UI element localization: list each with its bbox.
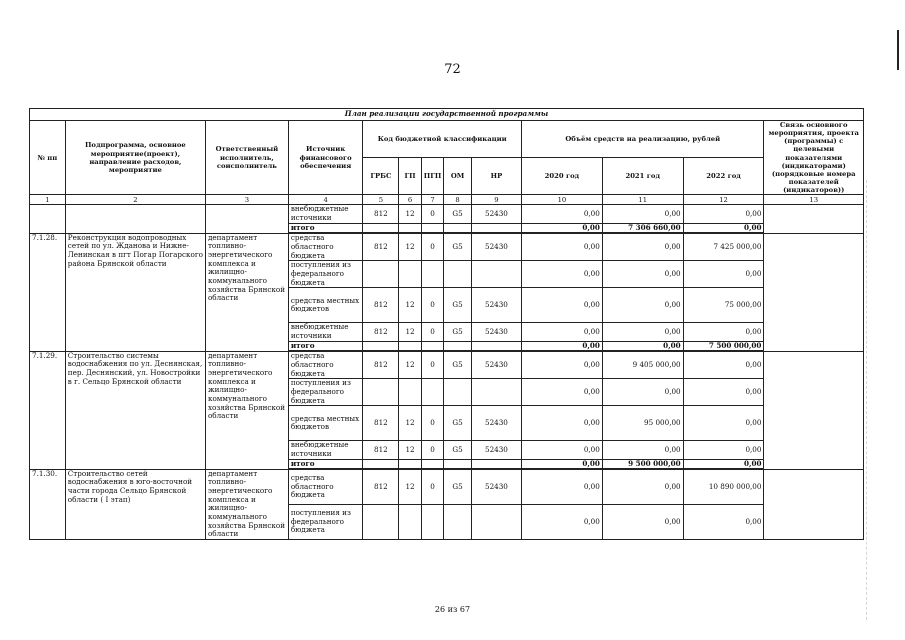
pgp-cell [421, 379, 444, 406]
gp-cell [399, 505, 422, 540]
amount-2022-cell: 0,00 [683, 323, 764, 341]
om-cell: G5 [444, 351, 472, 379]
grbs-cell: 812 [363, 288, 399, 323]
amount-2020-cell: 0,00 [522, 261, 603, 288]
nr-cell: 52430 [471, 233, 521, 261]
gp-cell: 12 [399, 351, 422, 379]
amount-2020-cell: 0,00 [522, 469, 603, 504]
header-funds: Объём средств на реализацию, рублей [522, 121, 764, 158]
grbs-cell: 812 [363, 233, 399, 261]
column-number: 11 [602, 195, 683, 205]
pgp-cell [421, 459, 444, 469]
source-cell: средства областного бюджета [288, 233, 363, 261]
gp-cell: 12 [399, 469, 422, 504]
grbs-cell [363, 459, 399, 469]
om-cell: G5 [444, 205, 472, 223]
gp-cell [399, 223, 422, 233]
header-gp: ГП [399, 158, 422, 195]
om-cell [444, 223, 472, 233]
pgp-cell [421, 223, 444, 233]
column-number: 12 [683, 195, 764, 205]
table-row [30, 469, 864, 504]
table-title: План реализации государственной программы [30, 109, 864, 121]
nr-cell: 52430 [471, 205, 521, 223]
pgp-cell: 0 [421, 205, 444, 223]
amount-2022-cell: 0,00 [683, 406, 764, 441]
amount-2020-cell: 0,00 [522, 441, 603, 459]
amount-2020-cell: 0,00 [522, 505, 603, 540]
column-number: 8 [444, 195, 472, 205]
amount-2020-cell: 0,00 [522, 288, 603, 323]
nr-cell [471, 261, 521, 288]
grbs-cell: 812 [363, 441, 399, 459]
plan-table [29, 108, 864, 540]
om-cell [444, 459, 472, 469]
grbs-cell: 812 [363, 351, 399, 379]
table-row [30, 205, 864, 223]
amount-2022-cell: 0,00 [683, 223, 764, 233]
nr-cell: 52430 [471, 406, 521, 441]
amount-2022-cell: 7 500 000,00 [683, 341, 764, 351]
amount-2020-cell: 0,00 [522, 351, 603, 379]
pgp-cell: 0 [421, 233, 444, 261]
grbs-cell: 812 [363, 205, 399, 223]
amount-2020-cell: 0,00 [522, 379, 603, 406]
amount-2022-cell: 0,00 [683, 379, 764, 406]
grbs-cell [363, 261, 399, 288]
amount-2022-cell: 0,00 [683, 205, 764, 223]
item-name: Строительство системы водоснабжения по ул. Деснянская, пер. Деснянский, ул. Новостройки в г. Сельцо Брянской области [65, 351, 205, 469]
amount-2022-cell: 0,00 [683, 459, 764, 469]
amount-2021-cell: 95 000,00 [602, 406, 683, 441]
amount-2021-cell: 0,00 [602, 233, 683, 261]
header-name: Подпрограмма, основное мероприятие(проект), направление расходов, мероприятие [65, 121, 205, 195]
link-cell [764, 469, 864, 539]
nr-cell [471, 379, 521, 406]
column-number: 6 [399, 195, 422, 205]
nr-cell [471, 223, 521, 233]
header-responsible: Ответственный исполнитель, соисполнитель [205, 121, 288, 195]
om-cell [444, 379, 472, 406]
amount-2021-cell: 0,00 [602, 341, 683, 351]
source-cell: средства областного бюджета [288, 469, 363, 504]
header-budget-code: Код бюджетной классификации [363, 121, 522, 158]
grbs-cell [363, 379, 399, 406]
plan-body [30, 205, 864, 539]
nr-cell: 52430 [471, 469, 521, 504]
item-responsible: департамент топливно-энергетического комплекса и жилищно-коммунального хозяйства Брянской области [205, 351, 288, 469]
amount-2021-cell: 0,00 [602, 441, 683, 459]
amount-2020-cell: 0,00 [522, 323, 603, 341]
om-cell: G5 [444, 469, 472, 504]
pgp-cell: 0 [421, 351, 444, 379]
column-number: 4 [288, 195, 363, 205]
link-cell [764, 233, 864, 351]
header-num: № пп [30, 121, 66, 195]
header-2022: 2022 год [683, 158, 764, 195]
source-cell: средства местных бюджетов [288, 288, 363, 323]
header-nr: НР [471, 158, 521, 195]
column-number: 7 [421, 195, 444, 205]
amount-2021-cell: 0,00 [602, 288, 683, 323]
source-cell: поступления из федерального бюджета [288, 505, 363, 540]
link-cell [764, 351, 864, 469]
header-link: Связь основного мероприятия, проекта (программы) с целевыми показателями (индикаторами) (порядковые номера показателей (индикаторов)) [764, 121, 864, 195]
amount-2022-cell: 0,00 [683, 261, 764, 288]
amount-2022-cell: 0,00 [683, 441, 764, 459]
page-footer: 26 из 67 [434, 605, 471, 614]
header-source: Источник финансового обеспечения [288, 121, 363, 195]
source-cell: внебюджетные источники [288, 323, 363, 341]
item-name: Строительство сетей водоснабжения в юго-восточной части города Сельцо Брянской области ( I этап) [65, 469, 205, 539]
pgp-cell: 0 [421, 469, 444, 504]
gp-cell: 12 [399, 323, 422, 341]
link-cell [764, 205, 864, 233]
header-2020: 2020 год [522, 158, 603, 195]
amount-2021-cell: 0,00 [602, 261, 683, 288]
source-cell: поступления из федерального бюджета [288, 261, 363, 288]
gp-cell: 12 [399, 288, 422, 323]
item-responsible: департамент топливно-энергетического комплекса и жилищно-коммунального хозяйства Брянской области [205, 469, 288, 539]
source-cell: средства областного бюджета [288, 351, 363, 379]
pgp-cell: 0 [421, 406, 444, 441]
item-number: 7.1.28. [30, 233, 66, 351]
amount-2022-cell: 10 890 000,00 [683, 469, 764, 504]
amount-2020-cell: 0,00 [522, 223, 603, 233]
gp-cell [399, 341, 422, 351]
om-cell [444, 261, 472, 288]
name-cell [65, 205, 205, 233]
amount-2020-cell: 0,00 [522, 341, 603, 351]
column-number: 10 [522, 195, 603, 205]
column-number: 13 [764, 195, 864, 205]
grbs-cell: 812 [363, 323, 399, 341]
amount-2021-cell: 7 306 660,00 [602, 223, 683, 233]
source-cell: поступления из федерального бюджета [288, 379, 363, 406]
gp-cell [399, 379, 422, 406]
pgp-cell: 0 [421, 323, 444, 341]
amount-2022-cell: 75 000,00 [683, 288, 764, 323]
nr-cell: 52430 [471, 288, 521, 323]
om-cell [444, 505, 472, 540]
om-cell: G5 [444, 323, 472, 341]
amount-2021-cell: 9 500 000,00 [602, 459, 683, 469]
amount-2022-cell: 0,00 [683, 505, 764, 540]
amount-2020-cell: 0,00 [522, 205, 603, 223]
pgp-cell [421, 341, 444, 351]
pgp-cell: 0 [421, 288, 444, 323]
pgp-cell [421, 505, 444, 540]
grbs-cell: 812 [363, 406, 399, 441]
header-pgp: ПГП [421, 158, 444, 195]
item-name: Реконструкция водопроводных сетей по ул. Жданова и Нижне-Ленинская в пгт Погар Погарского района Брянской области [65, 233, 205, 351]
source-cell: внебюджетные источники [288, 441, 363, 459]
om-cell: G5 [444, 288, 472, 323]
column-number-row [30, 195, 864, 205]
page-number: 72 [444, 62, 461, 77]
amount-2020-cell: 0,00 [522, 459, 603, 469]
amount-2021-cell: 0,00 [602, 323, 683, 341]
scan-artifact [866, 180, 877, 620]
om-cell: G5 [444, 441, 472, 459]
grbs-cell: 812 [363, 469, 399, 504]
source-cell: итого [288, 223, 363, 233]
amount-2021-cell: 0,00 [602, 505, 683, 540]
om-cell: G5 [444, 233, 472, 261]
nr-cell: 52430 [471, 351, 521, 379]
grbs-cell [363, 341, 399, 351]
gp-cell [399, 459, 422, 469]
gp-cell: 12 [399, 205, 422, 223]
item-number: 7.1.30. [30, 469, 66, 539]
nr-cell: 52430 [471, 441, 521, 459]
item-number: 7.1.29. [30, 351, 66, 469]
om-cell: G5 [444, 406, 472, 441]
column-number: 2 [65, 195, 205, 205]
amount-2022-cell: 0,00 [683, 351, 764, 379]
nr-cell [471, 459, 521, 469]
pgp-cell: 0 [421, 441, 444, 459]
nr-cell: 52430 [471, 323, 521, 341]
om-cell [444, 341, 472, 351]
amount-2021-cell: 0,00 [602, 205, 683, 223]
header-grbs: ГРБС [363, 158, 399, 195]
amount-2021-cell: 0,00 [602, 469, 683, 504]
amount-2021-cell: 9 405 000,00 [602, 351, 683, 379]
header-om: ОМ [444, 158, 472, 195]
nr-cell [471, 505, 521, 540]
table-row [30, 233, 864, 261]
column-number: 3 [205, 195, 288, 205]
nr-cell [471, 341, 521, 351]
grbs-cell [363, 505, 399, 540]
table-row [30, 351, 864, 379]
amount-2020-cell: 0,00 [522, 233, 603, 261]
column-number: 5 [363, 195, 399, 205]
column-number: 9 [471, 195, 521, 205]
grbs-cell [363, 223, 399, 233]
source-cell: итого [288, 341, 363, 351]
column-number: 1 [30, 195, 66, 205]
source-cell: итого [288, 459, 363, 469]
source-cell: средства местных бюджетов [288, 406, 363, 441]
header-2021: 2021 год [602, 158, 683, 195]
amount-2021-cell: 0,00 [602, 379, 683, 406]
source-cell: внебюджетные источники [288, 205, 363, 223]
gp-cell [399, 261, 422, 288]
gp-cell: 12 [399, 441, 422, 459]
amount-2022-cell: 7 425 000,00 [683, 233, 764, 261]
responsible-cell [205, 205, 288, 233]
item-responsible: департамент топливно-энергетического комплекса и жилищно-коммунального хозяйства Брянской области [205, 233, 288, 351]
gp-cell: 12 [399, 406, 422, 441]
num-cell [30, 205, 66, 233]
pgp-cell [421, 261, 444, 288]
gp-cell: 12 [399, 233, 422, 261]
amount-2020-cell: 0,00 [522, 406, 603, 441]
